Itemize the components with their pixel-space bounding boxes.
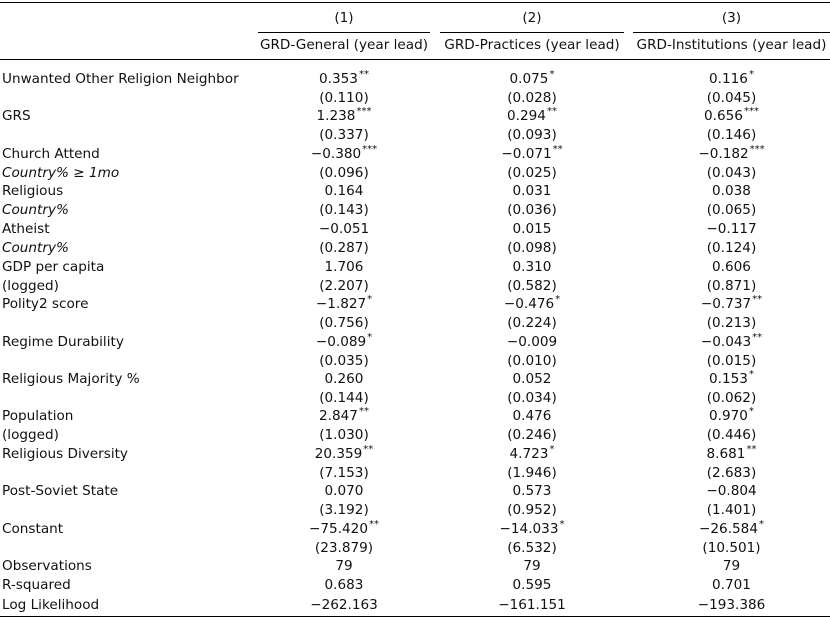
variable-label: GRS [2, 108, 31, 124]
coefficient-value: −0.071 [501, 146, 552, 162]
coefficient-value: −0.804 [706, 483, 757, 499]
coefficient-cell [440, 371, 624, 388]
variable-label: Polity2 score [2, 296, 89, 312]
variable-label: GDP per capita [2, 259, 105, 275]
coefficient-cell [258, 296, 430, 313]
variable-label: Regime Durability [2, 334, 124, 350]
coefficient-cell [633, 71, 830, 88]
coefficient-cell [440, 183, 624, 200]
standard-error-cell: (0.093) [507, 127, 557, 143]
coefficient-cell [440, 259, 624, 276]
standard-error-cell: (0.446) [706, 427, 757, 443]
variable-label: Unwanted Other Religion Neighbor [2, 71, 239, 87]
variable-label: Religious Diversity [2, 446, 128, 462]
significance-stars: ** [746, 444, 757, 456]
significance-stars: *** [749, 144, 765, 156]
coefficient-value: 0.038 [712, 183, 751, 199]
coefficient-value: 0.970 [709, 408, 748, 424]
column-title-2: GRD-Practices (year lead) [444, 37, 620, 53]
stat-value: −262.163 [310, 597, 378, 613]
standard-error-cell: (0.871) [706, 278, 757, 294]
coefficient-value: −26.584 [699, 521, 758, 537]
coefficient-cell [633, 334, 830, 351]
standard-error-cell: (10.501) [702, 540, 761, 556]
standard-error-cell: (0.756) [319, 315, 369, 331]
coefficient-cell [633, 221, 830, 238]
standard-error-cell: (1.030) [319, 427, 369, 443]
coefficient-value: 0.116 [709, 71, 748, 87]
coefficient-value: 0.052 [512, 371, 552, 387]
stat-value: −193.386 [697, 597, 766, 613]
standard-error-cell: (0.144) [319, 390, 369, 406]
coefficient-cell [633, 296, 830, 313]
significance-stars: * [748, 69, 754, 81]
coefficient-cell [258, 521, 430, 538]
coefficient-cell [633, 446, 830, 463]
significance-stars: * [549, 444, 555, 456]
coefficient-cell [440, 108, 624, 125]
column-number-1: (1) [334, 10, 354, 26]
significance-stars: *** [362, 144, 378, 156]
coefficient-value: −1.827 [315, 296, 367, 312]
significance-stars: * [549, 69, 555, 81]
standard-error-cell: (0.337) [319, 127, 369, 143]
stat-label: Log Likelihood [2, 597, 100, 613]
coefficient-value: 1.238 [316, 108, 356, 124]
column-number-2: (2) [522, 10, 542, 26]
significance-stars: ** [552, 144, 563, 156]
standard-error-cell: (0.952) [507, 502, 557, 518]
variable-sublabel: (logged) [2, 278, 59, 294]
standard-error-cell: (0.146) [706, 127, 757, 143]
coefficient-value: 0.353 [319, 71, 358, 87]
coefficient-cell [633, 183, 830, 200]
variable-label: Population [2, 408, 74, 424]
variable-label: Atheist [2, 221, 50, 237]
header-rule [0, 59, 830, 60]
column-number-rule-2 [440, 32, 624, 33]
variable-sublabel: (logged) [2, 427, 59, 443]
coefficient-value: 0.153 [709, 371, 748, 387]
stat-value: 0.595 [512, 577, 552, 593]
coefficient-cell [633, 521, 830, 538]
standard-error-cell: (0.143) [319, 202, 369, 218]
standard-error-cell: (1.946) [507, 465, 557, 481]
standard-error-cell: (0.036) [507, 202, 557, 218]
coefficient-cell [440, 334, 624, 351]
variable-label: Church Attend [2, 146, 100, 162]
coefficient-value: −0.009 [506, 334, 558, 350]
coefficient-cell [258, 183, 430, 200]
significance-stars: *** [743, 106, 759, 118]
stat-value: 79 [722, 558, 741, 574]
stat-label: Observations [2, 558, 92, 574]
stat-value: 0.701 [712, 577, 751, 593]
standard-error-cell: (3.192) [319, 502, 369, 518]
column-number-3: (3) [721, 10, 742, 26]
significance-stars: * [555, 294, 561, 306]
coefficient-value: 0.075 [509, 71, 549, 87]
coefficient-value: 0.606 [712, 259, 751, 275]
stat-value: −161.151 [498, 597, 566, 613]
coefficient-cell [633, 371, 830, 388]
coefficient-value: 0.031 [512, 183, 552, 199]
coefficient-cell [440, 521, 624, 538]
coefficient-value: 8.681 [706, 446, 746, 462]
standard-error-cell: (0.028) [507, 90, 557, 106]
significance-stars: ** [358, 69, 369, 81]
standard-error-cell: (0.015) [706, 353, 757, 369]
standard-error-cell: (1.401) [706, 502, 757, 518]
standard-error-cell: (0.010) [507, 353, 557, 369]
coefficient-value: 0.294 [507, 108, 546, 124]
column-number-rule-1 [258, 32, 430, 33]
significance-stars: * [748, 406, 754, 418]
coefficient-value: 0.260 [324, 371, 364, 387]
coefficient-value: −14.033 [499, 521, 559, 537]
coefficient-cell [258, 108, 430, 125]
coefficient-value: −0.043 [700, 334, 752, 350]
variable-label: Religious [2, 183, 64, 199]
standard-error-cell: (0.065) [706, 202, 757, 218]
coefficient-cell [633, 146, 830, 163]
stat-value: 0.683 [324, 577, 364, 593]
standard-error-cell: (0.124) [706, 240, 757, 256]
coefficient-value: −0.737 [700, 296, 752, 312]
coefficient-value: 0.476 [512, 408, 552, 424]
coefficient-value: 0.015 [512, 221, 552, 237]
standard-error-cell: (0.287) [319, 240, 369, 256]
standard-error-cell: (0.098) [507, 240, 557, 256]
coefficient-value: −0.117 [706, 221, 757, 237]
coefficient-value: 0.164 [324, 183, 364, 199]
variable-sublabel: Country% [2, 202, 69, 218]
coefficient-cell [633, 408, 830, 425]
significance-stars: * [559, 519, 565, 531]
coefficient-cell [633, 259, 830, 276]
coefficient-cell [440, 71, 624, 88]
standard-error-cell: (0.034) [507, 390, 557, 406]
significance-stars: * [748, 369, 754, 381]
significance-stars: * [367, 294, 373, 306]
significance-stars: ** [546, 106, 557, 118]
significance-stars: *** [356, 106, 372, 118]
column-title-3: GRD-Institutions (year lead) [636, 37, 827, 53]
significance-stars: ** [363, 444, 374, 456]
standard-error-cell: (0.035) [319, 353, 369, 369]
coefficient-value: −75.420 [309, 521, 368, 537]
standard-error-cell: (0.213) [706, 315, 757, 331]
significance-stars: ** [358, 406, 369, 418]
coefficient-cell [440, 221, 624, 238]
variable-label: Post-Soviet State [2, 483, 119, 499]
standard-error-cell: (0.062) [706, 390, 757, 406]
coefficient-value: −0.089 [315, 334, 367, 350]
standard-error-cell: (0.110) [319, 90, 369, 106]
coefficient-cell [258, 334, 430, 351]
coefficient-value: 0.656 [704, 108, 743, 124]
coefficient-value: 0.070 [324, 483, 364, 499]
standard-error-cell: (23.879) [314, 540, 374, 556]
standard-error-cell: (0.096) [319, 165, 369, 181]
significance-stars: ** [368, 519, 379, 531]
coefficient-value: 4.723 [509, 446, 549, 462]
standard-error-cell: (0.582) [507, 278, 557, 294]
coefficient-cell [440, 146, 624, 163]
coefficient-value: 0.310 [512, 259, 552, 275]
coefficient-cell [258, 71, 430, 88]
standard-error-cell: (0.043) [706, 165, 757, 181]
variable-sublabel: Country% [2, 240, 69, 256]
column-number-rule-3 [633, 32, 830, 33]
coefficient-cell [258, 221, 430, 238]
coefficient-value: −0.476 [503, 296, 555, 312]
coefficient-cell [258, 483, 430, 500]
significance-stars: * [367, 332, 373, 344]
coefficient-value: −0.182 [698, 146, 749, 162]
coefficient-cell [258, 408, 430, 425]
coefficient-cell [258, 146, 430, 163]
coefficient-cell [633, 108, 830, 125]
coefficient-cell [258, 446, 430, 463]
coefficient-value: 0.573 [512, 483, 552, 499]
standard-error-cell: (0.025) [507, 165, 557, 181]
coefficient-cell [633, 483, 830, 500]
coefficient-cell [440, 408, 624, 425]
standard-error-cell: (0.246) [507, 427, 557, 443]
coefficient-cell [440, 446, 624, 463]
coefficient-value: −0.051 [318, 221, 370, 237]
standard-error-cell: (7.153) [319, 465, 369, 481]
significance-stars: ** [752, 332, 763, 344]
coefficient-cell [258, 371, 430, 388]
coefficient-value: −0.380 [310, 146, 362, 162]
coefficient-cell [258, 259, 430, 276]
significance-stars: * [758, 519, 764, 531]
coefficient-value: 2.847 [319, 408, 358, 424]
standard-error-cell: (0.224) [507, 315, 557, 331]
column-title-1: GRD-General (year lead) [259, 37, 429, 53]
top-rule [0, 2, 830, 3]
stat-value: 79 [335, 558, 353, 574]
stat-label: R-squared [2, 577, 71, 593]
standard-error-cell: (2.683) [706, 465, 757, 481]
coefficient-value: 1.706 [324, 259, 364, 275]
coefficient-value: 20.359 [314, 446, 363, 462]
variable-sublabel: Country% ≥ 1mo [2, 165, 120, 181]
significance-stars: ** [752, 294, 763, 306]
coefficient-cell [440, 296, 624, 313]
standard-error-cell: (0.045) [706, 90, 757, 106]
standard-error-cell: (6.532) [507, 540, 557, 556]
variable-label: Constant [2, 521, 64, 537]
stat-value: 79 [523, 558, 541, 574]
coefficient-cell [440, 483, 624, 500]
standard-error-cell: (2.207) [319, 278, 369, 294]
variable-label: Religious Majority % [2, 371, 140, 387]
